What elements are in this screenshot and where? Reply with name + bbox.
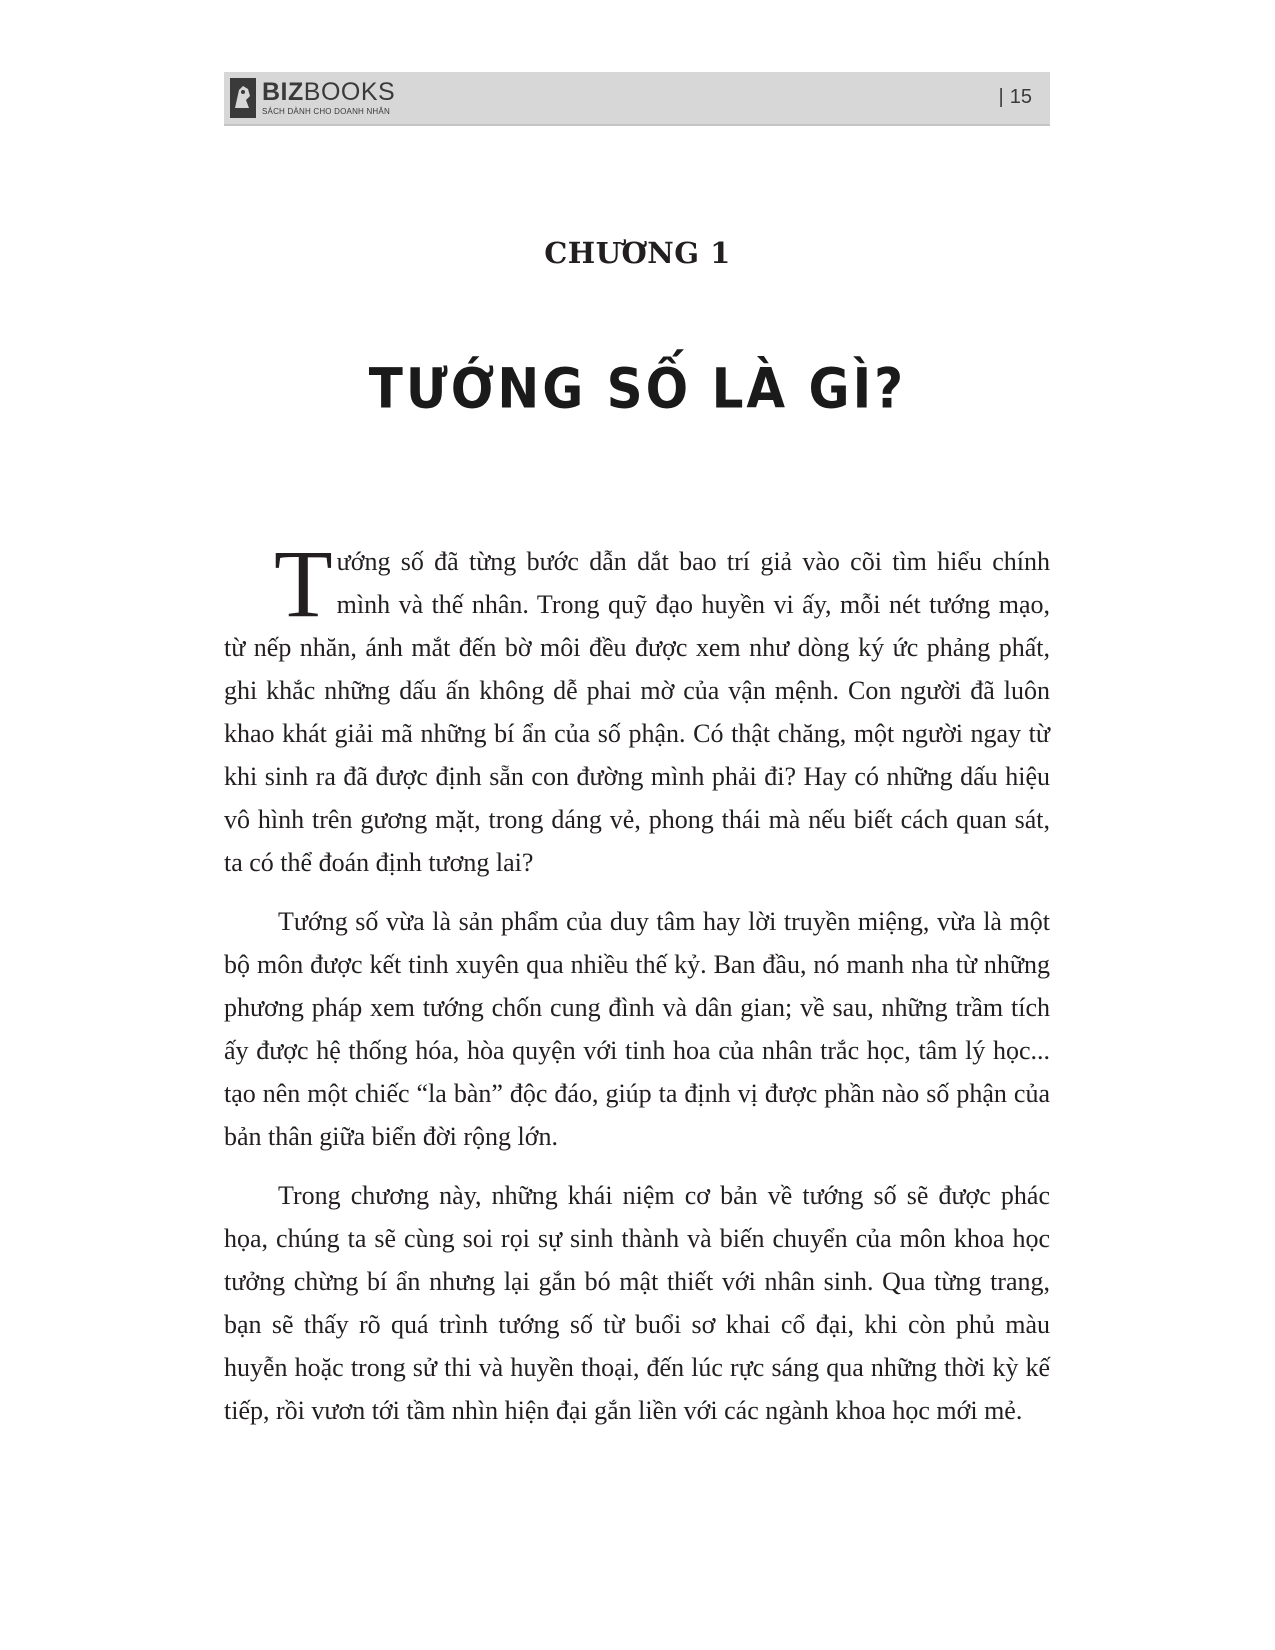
page-number-value: 15 xyxy=(1009,86,1032,108)
body-text xyxy=(224,530,1050,1448)
logo-tagline: SÁCH DÀNH CHO DOANH NHÂN xyxy=(262,107,390,116)
logo-name-regular: BOOKS xyxy=(303,78,396,106)
paragraph-1 xyxy=(224,530,1050,884)
paragraph-3: Trong chương này, những khái niệm cơ bản về tướng số sẽ được phác họa, chúng ta sẽ cùng soi rọi sự sinh thành và biến chuyển của môn khoa học tưởng chừng bí ẩn nhưng lại gắn bó mật thiết với nhân sinh. Qua từng trang, bạn sẽ thấy rõ quá trình tướng số từ buổi sơ khai cổ đại, khi còn phủ màu huyễn hoặc trong sử thi và huyền thoại, đến lúc rực sáng qua những thời kỳ kế tiếp, rồi vươn tới tầm nhìn hiện đại gắn liền với các ngành khoa học mới mẻ. xyxy=(224,1181,1050,1425)
bizbooks-logo-icon xyxy=(230,78,256,118)
page-separator: | xyxy=(998,86,1004,108)
chapter-label: CHƯƠNG 1 xyxy=(544,236,731,270)
publisher-logo xyxy=(230,78,395,118)
drop-cap: T xyxy=(274,530,333,637)
chapter-title: TƯỚNG SỐ LÀ GÌ? xyxy=(368,357,907,421)
paragraph-2: Tướng số vừa là sản phẩm của duy tâm hay lời truyền miệng, vừa là một bộ môn được kết tinh xuyên qua nhiều thế kỷ. Ban đầu, nó manh nha từ những phương pháp xem tướng chốn cung đình và dân gian; về sau, những trầm tích ấy được hệ thống hóa, hòa quyện với tinh hoa của nhân trắc học, tâm lý học... tạo nên một chiếc “la bàn” độc đáo, giúp ta định vị được phần nào số phận của bản thân giữa biển đời rộng lớn. xyxy=(224,907,1050,1151)
logo-name-bold: BIZ xyxy=(262,78,304,106)
running-header xyxy=(224,72,1050,126)
paragraph-1-text: ướng số đã từng bước dẫn dắt bao trí giả vào cõi tìm hiểu chính mình và thế nhân. Trong quỹ đạo huyền vi ấy, mỗi nét tướng mạo, từ nếp nhăn, ánh mắt đến bờ môi đều được xem như dòng ký ức phảng phất, ghi khắc những dấu ấn không dễ phai mờ của vận mệnh. Con người đã luôn khao khát giải mã những bí ẩn của số phận. Có thật chăng, một người ngay từ khi sinh ra đã được định sẵn con đường mình phải đi? Hay có những dấu hiệu vô hình trên gương mặt, trong dáng vẻ, phong thái mà nếu biết cách quan sát, ta có thể đoán định tương lai? xyxy=(224,547,1050,877)
page-number xyxy=(999,86,1032,109)
logo-name xyxy=(262,80,395,105)
